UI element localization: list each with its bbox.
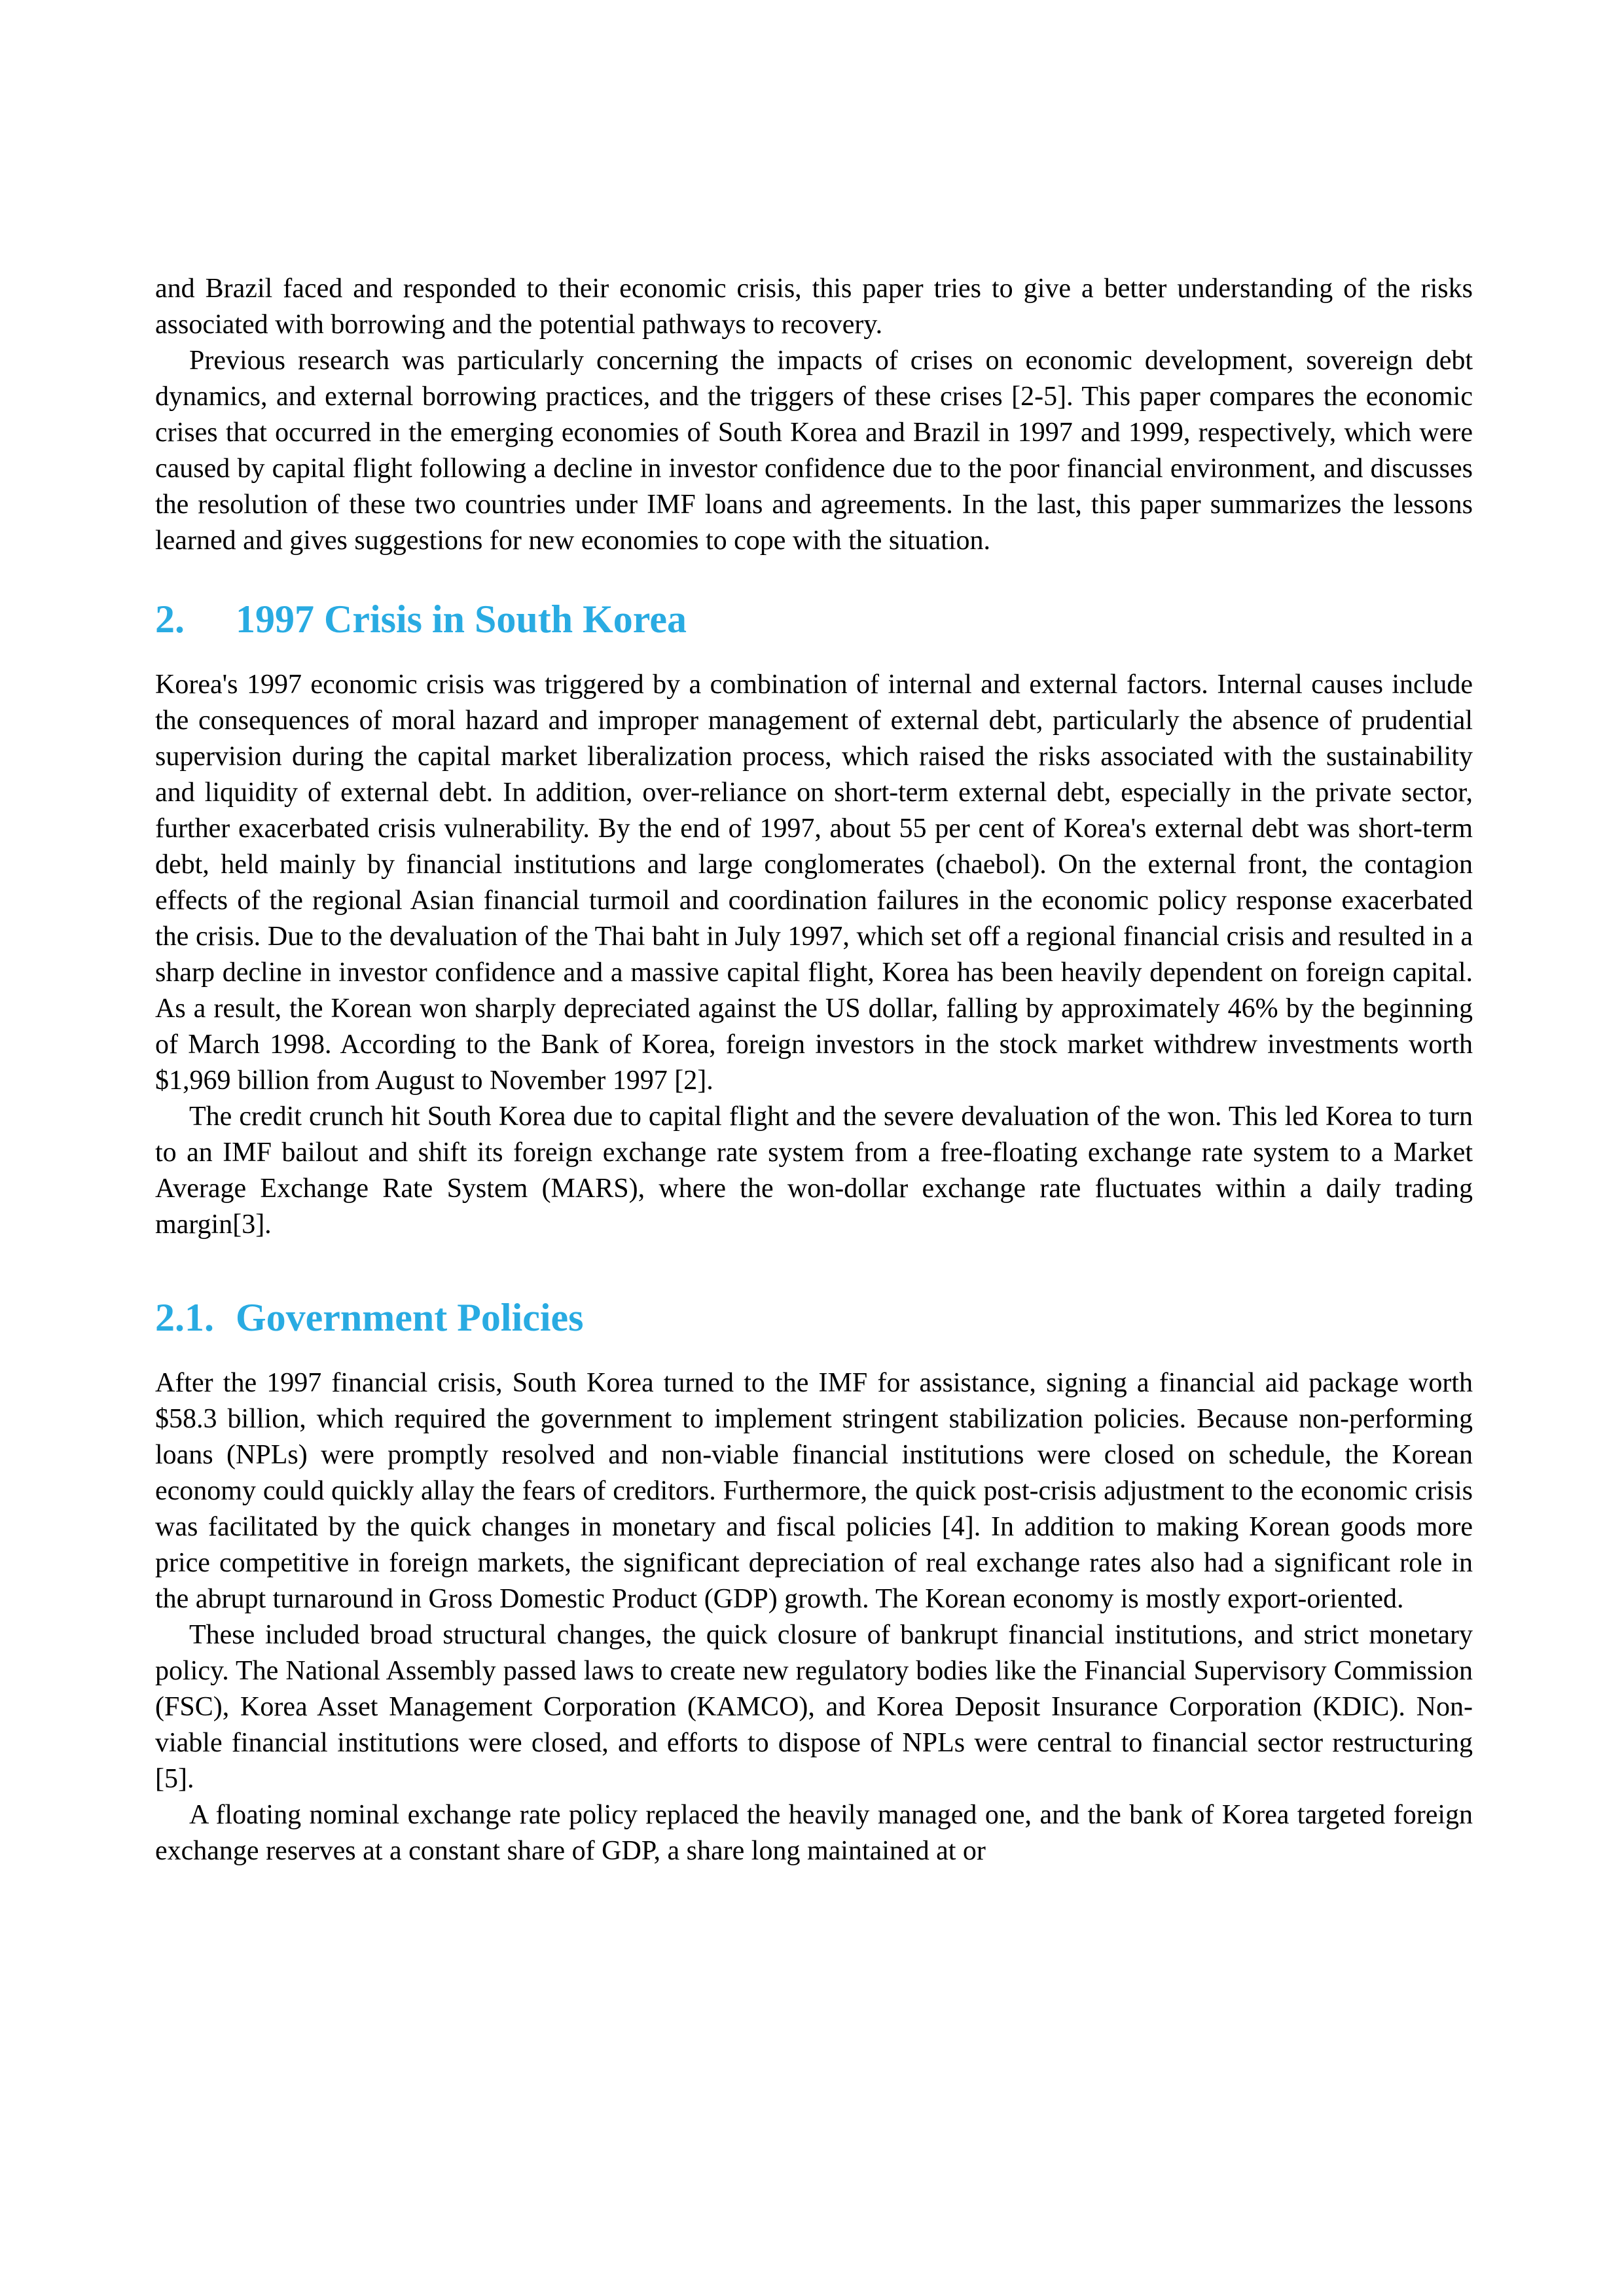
paragraph-intro-continuation: and Brazil faced and responded to their economic crisis, this paper tries to give a better understanding of the risks associated with borrowing and the potential pathways to recovery. <box>155 274 1473 340</box>
paragraph-structural-changes: These included broad structural changes, the quick closure of bankrupt financial institutions, and strict monetary policy. The National Assembly passed laws to create new regulatory bodies like the Financial Supervisory Commission (FSC), Korea Asset Management Corporation (KAMCO), and Korea Deposit Insurance Corporation (KDIC). Non-viable financial institutions were closed, and efforts to dispose of NPLs were central to financial sector restructuring [5]. <box>155 1620 1473 1794</box>
paragraph-imf-assistance: After the 1997 financial crisis, South Korea turned to the IMF for assistance, signing a financial aid package worth $58.3 billion, which required the government to implement stringent stabilization policies. Because non-performing loans (NPLs) were promptly resolved and non-viable financial institutions were closed on schedule, the Korean economy could quickly allay the fears of creditors. Furthermore, the quick post-crisis adjustment to the economic crisis was facilitated by the quick changes in monetary and fiscal policies [4]. In addition to making Korean goods more price competitive in foreign markets, the significant depreciation of real exchange rates also had a significant role in the abrupt turnaround in Gross Domestic Product (GDP) growth. The Korean economy is mostly export-oriented. <box>155 1368 1473 1614</box>
subsection-title: Government Policies <box>236 1296 584 1339</box>
section-heading-1997-crisis <box>155 596 1473 643</box>
paragraph-credit-crunch: The credit crunch hit South Korea due to capital flight and the severe devaluation of the won. This led Korea to turn to an IMF bailout and shift its foreign exchange rate system from a free-floating exchange rate system to a Market Average Exchange Rate System (MARS), where the won-dollar exchange rate fluctuates within a daily trading margin[3]. <box>155 1102 1473 1240</box>
section-number: 2. <box>155 598 185 641</box>
section-title: 1997 Crisis in South Korea <box>236 598 687 641</box>
section-heading-government-policies <box>155 1294 1473 1341</box>
paper-text-column <box>155 271 1473 1869</box>
paragraph-korea-crisis-causes: Korea's 1997 economic crisis was triggered by a combination of internal and external factors. Internal causes include the consequences of moral hazard and improper management of external debt, particularly the absence of prudential supervision during the capital market liberalization process, which raised the risks associated with the sustainability and liquidity of external debt. In addition, over-reliance on short-term external debt, especially in the private sector, further exacerbated crisis vulnerability. By the end of 1997, about 55 per cent of Korea's external debt was short-term debt, held mainly by financial institutions and large conglomerates (chaebol). On the external front, the contagion effects of the regional Asian financial turmoil and coordination failures in the economic policy response exacerbated the crisis. Due to the devaluation of the Thai baht in July 1997, which set off a regional financial crisis and resulted in a sharp decline in investor confidence and a massive capital flight, Korea has been heavily dependent on foreign capital. As a result, the Korean won sharply depreciated against the US dollar, falling by approximately 46% by the beginning of March 1998. According to the Bank of Korea, foreign investors in the stock market withdrew investments worth $1,969 billion from August to November 1997 [2]. <box>155 670 1473 1096</box>
paragraph-floating-exchange-rate: A floating nominal exchange rate policy replaced the heavily managed one, and the bank of Korea targeted foreign exchange reserves at a constant share of GDP, a share long maintained at or <box>155 1800 1473 1866</box>
paragraph-previous-research: Previous research was particularly concerning the impacts of crises on economic development, sovereign debt dynamics, and external borrowing practices, and the triggers of these crises [2-5]. This paper compares the economic crises that occurred in the emerging economies of South Korea and Brazil in 1997 and 1999, respectively, which were caused by capital flight following a decline in investor confidence due to the poor financial environment, and discusses the resolution of these two countries under IMF loans and agreements. In the last, this paper summarizes the lessons learned and gives suggestions for new economies to cope with the situation. <box>155 346 1473 556</box>
subsection-number: 2.1. <box>155 1296 214 1339</box>
